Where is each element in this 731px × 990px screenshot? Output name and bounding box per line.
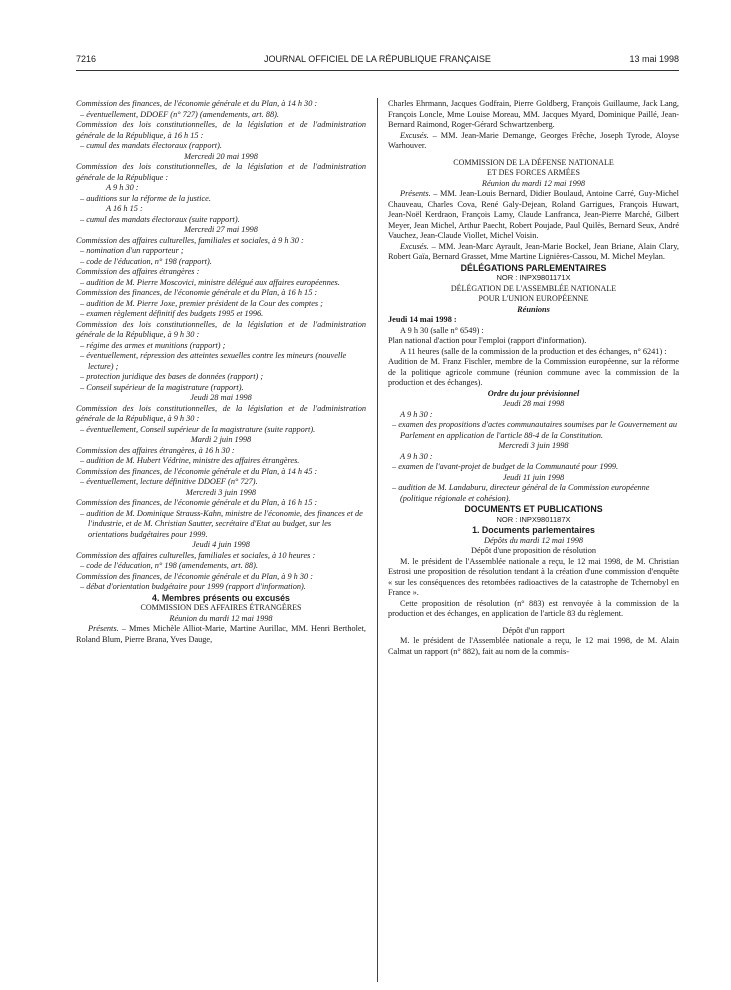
attendees-list: Charles Ehrmann, Jacques Godfrain, Pierre Goldberg, François Guillaume, Jack Lang, François Loncle, Mme Louise Moreau, MM. Jacques Myard, Dominique Paillé, Jean-Bernard Raimond, Roger-Gérard Schwartzenberg. [388,99,679,129]
journal-title: JOURNAL OFFICIEL DE LA RÉPUBLIQUE FRANÇAISE [264,54,491,64]
agenda-item: – éventuellement, DDOEF (n° 727) (amendements, art. 88). [80,109,279,119]
meeting-date: Réunion du mardi 12 mai 1998 [481,178,586,188]
presents-label: Présents. [400,189,431,198]
agenda-entry: Commission des finances, de l'économie générale et du Plan, à 16 h 15 : [76,498,318,507]
agenda-date: Jeudi 4 juin 1998 [192,540,250,549]
agenda-item: – débat d'orientation budgétaire pour 1999 (rapport d'information). [80,582,306,591]
agenda-entry: Commission des lois constitutionnelles, de la législation et de l'administration générale de la République : [76,162,366,182]
delegation-name: POUR L'UNION EUROPÉENNE [478,294,589,303]
commission-name: COMMISSION DES AFFAIRES ÉTRANGÈRES [140,603,302,612]
subsection-heading: Réunions [517,304,550,314]
agenda-item: – éventuellement, répression des atteintes sexuelles contre les mineurs (nouvelle lecture) ; [80,351,347,371]
attendees-list: – Mmes Michèle Alliot-Marie, Martine Aurillac, MM. Henri Bertholet, Roland Blum, Pierre Brana, Yves Dauge, [76,624,366,644]
nor-reference: NOR : INPX9801187X [496,514,571,524]
right-column [388,99,679,657]
agenda-item: – audition de M. Hubert Védrine, ministre des affaires étrangères. [80,456,300,465]
meeting-date: Réunion du mardi 12 mai 1998 [169,613,273,623]
agenda-date: Mercredi 20 mai 1998 [184,151,258,161]
left-column [76,99,366,645]
deposit-text: M. le président de l'Assemblée nationale a reçu, le 12 mai 1998, de M. Alain Calmat un rapport (n° 882), fait au nom de la commis- [388,636,679,656]
agenda-item: – éventuellement, Conseil supérieur de la magistrature (suite rapport). [80,424,316,434]
agenda-item: – audition de M. Dominique Strauss-Kahn, ministre de l'économie, des finances et de l'industrie, et de M. Christian Sautter, secrétaire d'Etat au budget, sur les orientations budgétaires pour 1999. [80,508,363,539]
meeting-time: A 11 heures (salle de la commission de la production et des échanges, n° 6241) : [400,346,667,356]
deposit-heading: Dépôt d'un rapport [502,625,565,635]
agenda-entry: Commission des affaires étrangères, à 16 h 30 : [76,445,235,455]
agenda-entry: Commission des finances, de l'économie générale et du Plan, à 9 h 30 : [76,571,314,581]
excused-list: – MM. Jean-Marc Ayrault, Jean-Marie Bockel, Jean Briane, Alain Clary, Robert Gaïa, Bernard Grasset, Mme Martine Lignières-Cassou, M. Michel Meylan. [388,241,679,261]
agenda-entry: Commission des affaires culturelles, familiales et sociales, à 10 heures : [76,550,316,560]
attendees-list: – MM. Jean-Louis Bernard, Didier Boulaud, Antoine Carré, Guy-Michel Chauveau, Charles Cova, René Galy-Dejean, Roland Garrigues, François Huwart, Jean-Noël Kerdraon, François Lamy, Claude Lanfranca, Jean-Pierre Marché, Gilbert Meyer, Jean Michel, Arthur Paecht, Robert Poujade, Paul Quilès, Bernard Seux, André Vauchez, Jean-Claude Viollet, Michel Voisin. [388,189,679,240]
page-number: 7216 [76,54,97,64]
agenda-date: Mercredi 3 juin 1998 [498,441,569,450]
agenda-item: – examen des propositions d'actes communautaires soumises par le Gouvernement au Parlement en application de l'article 88-4 de la Constitution. [392,420,678,440]
agenda-item: – audition de M. Landaburu, directeur général de la Commission européenne (politique régionale et cohésion). [392,483,650,503]
commission-name: ET DES FORCES ARMÉES [487,168,580,177]
agenda-item: – auditions sur la réforme de la justice. [80,193,211,203]
column-divider [377,98,378,982]
agenda-entry: Commission des affaires culturelles, familiales et sociales, à 9 h 30 : [76,235,304,245]
excuses-label: Excusés. [400,130,429,140]
agenda-date: Mercredi 3 juin 1998 [185,487,257,497]
agenda-date: Jeudi 28 mai 1998 [190,393,252,402]
agenda-item: – cumul des mandats électoraux (rapport). [80,141,222,150]
meeting-topic: Plan national d'action pour l'emploi (rapport d'information). [388,336,587,345]
agenda-date: Jeudi 28 mai 1998 [502,399,565,408]
agenda-item: – examen de l'avant-projet de budget de la Communauté pour 1999. [392,462,619,471]
agenda-entry: Commission des lois constitutionnelles, de la législation et de l'administration générale de la République, à 9 h 30 : [76,403,366,423]
agenda-item: – protection juridique des bases de données (rapport) ; [80,372,264,381]
agenda-item: – cumul des mandats électoraux (suite rapport). [80,214,240,224]
header-rule [76,70,679,71]
agenda-entry: Commission des lois constitutionnelles, de la législation et de l'administration générale de la République, à 9 h 30 : [76,319,366,339]
section-heading: DÉLÉGATIONS PARLEMENTAIRES [460,262,607,273]
issue-date: 13 mai 1998 [629,54,679,64]
agenda-time: A 9 h 30 : [400,451,433,461]
nor-reference: NOR : INPX9801171X [496,273,571,282]
section-heading: 4. Membres présents ou excusés [152,592,290,603]
agenda-item: – code de l'éducation, n° 198 (amendements, art. 88). [80,561,258,570]
meeting-day: Jeudi 14 mai 1998 : [388,315,457,324]
meeting-topic: Audition de M. Franz Fischler, membre de la Commission européenne, sur la réforme de la politique agricole commune (réunion commune avec la commission de la production et des échanges). [388,357,679,387]
subsection-heading: Ordre du jour prévisionnel [487,388,580,398]
meeting-time: A 9 h 30 (salle n° 6549) : [400,325,484,335]
excused-paragraph [388,242,679,263]
agenda-item: – code de l'éducation, n° 198 (rapport). [80,256,212,266]
agenda-time: A 9 h 30 : [106,183,139,192]
deposit-text: Cette proposition de résolution (n° 883) est renvoyée à la commission de la production et des échanges, en application de l'article 83 du règlement. [388,598,679,618]
delegation-name: DÉLÉGATION DE L'ASSEMBLÉE NATIONALE [450,283,617,293]
agenda-entry: Commission des finances, de l'économie générale et du Plan, à 14 h 45 : [76,466,318,476]
agenda-item: – audition de M. Pierre Moscovici, ministre délégué aux affaires européennes. [80,277,340,287]
excused-paragraph [388,131,679,152]
agenda-date: Mardi 2 juin 1998 [190,435,252,444]
agenda-item: – régime des armes et munitions (rapport) ; [80,340,226,350]
agenda-item: – examen règlement définitif des budgets 1995 et 1996. [80,309,264,318]
deposit-date: Dépôts du mardi 12 mai 1998 [483,535,584,545]
agenda-date: Mercredi 27 mai 1998 [184,225,258,234]
page-header [76,54,679,68]
agenda-date: Jeudi 11 juin 1998 [502,472,565,482]
agenda-item: – audition de M. Pierre Joxe, premier président de la Cour des comptes ; [80,298,323,308]
deposit-text: M. le président de l'Assemblée nationale a reçu, le 12 mai 1998, de M. Christian Estrosi une proposition de résolution tendant à la création d'une commission d'enquête « sur les conséquences des retombées radioactives de la catastrophe de Tchernobyl en France ». [388,556,679,597]
agenda-item: – éventuellement, lecture définitive DDOEF (n° 727). [80,477,258,486]
deposit-heading: Dépôt d'une proposition de résolution [470,546,596,555]
agenda-time: A 16 h 15 : [106,204,143,213]
excused-list: – MM. Jean-Marie Demange, Georges Frêche, Joseph Tyrode, Aloyse Warhouver. [388,130,679,150]
agenda-entry: Commission des finances, de l'économie générale et du Plan, à 16 h 15 : [76,288,318,297]
subsection-heading: 1. Documents parlementaires [472,525,595,535]
agenda-item: – Conseil supérieur de la magistrature (rapport). [80,382,244,392]
section-heading: DOCUMENTS ET PUBLICATIONS [464,504,603,514]
commission-name: COMMISSION DE LA DÉFENSE NATIONALE [453,157,614,167]
agenda-entry: Commission des lois constitutionnelles, de la législation et de l'administration générale de la République, à 16 h 15 : [76,120,366,140]
agenda-item: – nomination d'un rapporteur ; [80,246,184,255]
presents-label: Présents. [88,624,119,633]
agenda-entry: Commission des finances, de l'économie générale et du Plan, à 14 h 30 : [76,99,318,108]
agenda-entry: Commission des affaires étrangères : [76,267,200,276]
agenda-time: A 9 h 30 : [400,409,433,419]
attendees-paragraph [76,624,366,645]
attendees-paragraph [388,189,679,242]
excuses-label: Excusés. [400,241,429,251]
